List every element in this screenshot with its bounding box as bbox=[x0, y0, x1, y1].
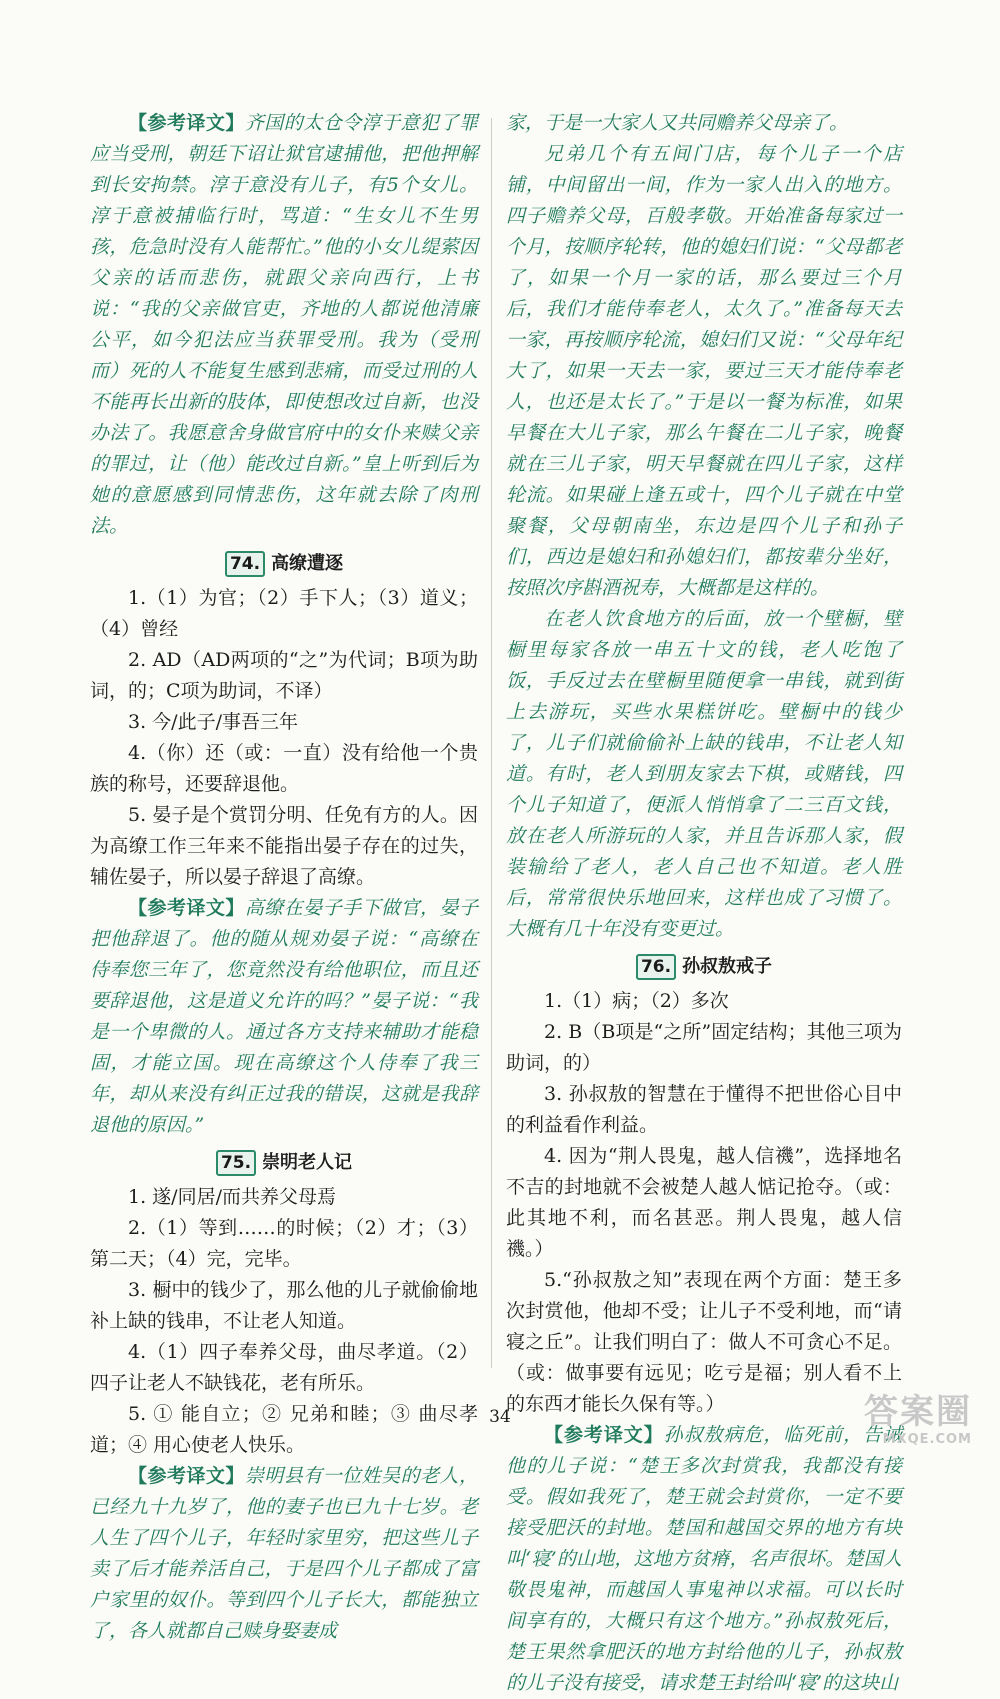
answer-74-1: 1.（1）为官；（2）手下人；（3）道义；（4）曾经 bbox=[90, 587, 478, 640]
answer-75-3: 3. 橱中的钱少了，那么他的儿子就偷偷地补上缺的钱串，不让老人知道。 bbox=[90, 1279, 478, 1332]
reference-translation-tag: 【参考译文】 bbox=[544, 1424, 664, 1446]
translation-75-paragraph-2: 兄弟几个有五间门店，每个儿子一个店铺，中间留出一间，作为一家人出入的地方。四子赡养父母，百般孝敬。开始准备每家过一个月，按顺序轮转，他的媳妇们说：“父母都老了，如果一个月一家的话，那么要过三个月后，我们才能侍奉老人，太久了。”准备每天去一家，再按顺序轮流，媳妇们又说：“父母年纪大了，如果一天去一家，要过三天才能侍奉老人，也还是太长了。”于是以一餐为标准，如果早餐在大儿子家，那么午餐在二儿子家，晚餐就在三儿子家，明天早餐就在四儿子家，这样轮流。如果碰上逢五或十，四个儿子就在中堂聚餐，父母朝南坐，东边是四个儿子和孙子们，西边是媳妇和孙媳妇们，都按辈分坐好，按照次序斟酒祝寿，大概都是这样的。 bbox=[506, 143, 902, 599]
answer-75-4: 4.（1）四子奉养父母，曲尽孝道。（2）四子让老人不缺钱花，老有所乐。 bbox=[90, 1341, 478, 1394]
reference-translation-tag: 【参考译文】 bbox=[128, 112, 245, 134]
section-title: 崇明老人记 bbox=[262, 1152, 353, 1173]
answer-76-5: 5.“孙叔敖之知”表现在两个方面：楚王多次封赏他，他却不受；让儿子不受利地，而“请寝之丘”。让我们明白了：做人不可贪心不足。（或：做事要有远见；吃亏是福；别人看不上的东西才能长久保有等。） bbox=[506, 1269, 902, 1415]
translation-73: 【参考译文】齐国的太仓令淳于意犯了罪应当受刑，朝廷下诏让狱官逮捕他，把他押解到长安拘禁。淳于意没有儿子，有5个女儿。淳于意被捕临行时，骂道：“生女儿不生男孩，危急时没有人能帮忙。”他的小女儿缇萦因父亲的话而悲伤，就跟父亲向西行，上书说：“我的父亲做官吏，齐地的人都说他清廉公平，如今犯法应当获罪受刑。我为（受刑而）死的人不能复生感到悲痛，而受过刑的人不能再长出新的肢体，即使想改过自新，也没办法了。我愿意舍身做官府中的女仆来赎父亲的罪过，让（他）能改过自新。”皇上听到后为她的意愿感到同情悲伤，这年就去除了肉刑法。 bbox=[90, 112, 478, 537]
answer-76-4: 4. 因为“荆人畏鬼，越人信禨”，选择地名不吉的封地就不会被楚人越人惦记抢夺。（或：此其地不利，而名甚恶。荆人畏鬼，越人信禨。） bbox=[506, 1145, 902, 1260]
section-title: 孙叔敖戒子 bbox=[682, 956, 773, 977]
watermark-logo bbox=[822, 1392, 972, 1454]
answer-76-3: 3. 孙叔敖的智慧在于懂得不把世俗心目中的利益看作利益。 bbox=[506, 1083, 902, 1136]
answer-74-4: 4.（你）还（或：一直）没有给他一个贵族的称号，还要辞退他。 bbox=[90, 742, 478, 795]
translation-75-paragraph-3: 在老人饮食地方的后面，放一个壁橱，壁橱里每家各放一串五十文的钱，老人吃饱了饭，手反过去在壁橱里随便拿一串钱，就到街上去游玩，买些水果糕饼吃。壁橱中的钱少了，儿子们就偷偷补上缺的钱串，不让老人知道。有时，老人到朋友家去下棋，或赌钱，四个儿子知道了，便派人悄悄拿了二三百文钱，放在老人所游玩的人家，并且告诉那人家，假装输给了老人，老人自己也不知道。老人胜后，常常很快乐地回来，这样也成了习惯了。大概有几十年没有变更过。 bbox=[506, 608, 902, 940]
answer-76-1: 1.（1）病；（2）多次 bbox=[544, 990, 729, 1012]
translation-76: 【参考译文】孙叔敖病危，临死前，告诫他的儿子说：“楚王多次封赏我，我都没有接受。假如我死了，楚王就会封赏你，一定不要接受肥沃的封地。楚国和越国交界的地方有块叫‘寝’的山地，这地方贫瘠，名声很坏。楚国人敬畏鬼神，而越国人事鬼神以求福。可以长时间享有的，大概只有这个地方。”孙叔敖死后，楚王果然拿肥沃的地方封给他的儿子，孙叔敖的儿子没有接受，请求楚王封给叫‘寝’的这块山 bbox=[506, 1424, 902, 1694]
answer-76-2: 2. B（B项是“之所”固定结构；其他三项为助词，的） bbox=[506, 1021, 902, 1074]
answer-74-5: 5. 晏子是个赏罚分明、任免有方的人。因为高缭工作三年来不能指出晏子存在的过失，辅佐晏子，所以晏子辞退了高缭。 bbox=[90, 804, 478, 888]
translation-74: 【参考译文】高缭在晏子手下做官，晏子把他辞退了。他的随从规劝晏子说：“高缭在侍奉您三年了，您竟然没有给他职位，而且还要辞退他，这是道义允许的吗？”晏子说：“我是一个卑微的人。通过各方支持来辅助才能稳固，才能立国。现在高缭这个人侍奉了我三年，却从来没有纠正过我的错误，这就是我辞退他的原因。” bbox=[90, 897, 478, 1136]
section-heading-74 bbox=[90, 548, 478, 579]
answer-74-2: 2. AD（AD两项的“之”为代词；B项为助词，的；C项为助词，不译） bbox=[90, 649, 478, 702]
section-number: 76. bbox=[636, 954, 676, 980]
answer-74-3: 3. 今/此子/事吾三年 bbox=[128, 711, 298, 733]
answer-75-1: 1. 遂/同居/而共养父母焉 bbox=[128, 1186, 336, 1208]
page-number: 34 bbox=[489, 1407, 511, 1427]
right-column bbox=[506, 108, 902, 1699]
answer-75-2: 2.（1）等到……的时候；（2）才；（3）第二天；（4）完，完毕。 bbox=[90, 1217, 478, 1270]
watermark-url: MXQE.COM bbox=[882, 1432, 972, 1447]
section-heading-76 bbox=[506, 951, 902, 982]
section-heading-75 bbox=[90, 1147, 478, 1178]
watermark-text: 答案圈 bbox=[864, 1392, 972, 1432]
section-number: 74. bbox=[225, 551, 265, 577]
reference-translation-tag: 【参考译文】 bbox=[128, 1465, 245, 1487]
column-divider bbox=[491, 118, 492, 1368]
section-title: 高缭遭逐 bbox=[271, 553, 344, 574]
answer-75-5: 5. ① 能自立；② 兄弟和睦；③ 曲尽孝道；④ 用心使老人快乐。 bbox=[90, 1403, 478, 1456]
section-number: 75. bbox=[216, 1150, 256, 1176]
translation-75: 【参考译文】崇明县有一位姓吴的老人，已经九十九岁了，他的妻子也已九十七岁。老人生了四个儿子，年轻时家里穷，把这些儿子卖了后才能养活自己，于是四个儿子都成了富户家里的奴仆。等到四个儿子长大，都能独立了，各人就都自己赎身娶妻成 bbox=[90, 1465, 478, 1642]
reference-translation-tag: 【参考译文】 bbox=[128, 897, 245, 919]
translation-75-continued: 家，于是一大家人又共同赡养父母亲了。 bbox=[506, 112, 849, 134]
